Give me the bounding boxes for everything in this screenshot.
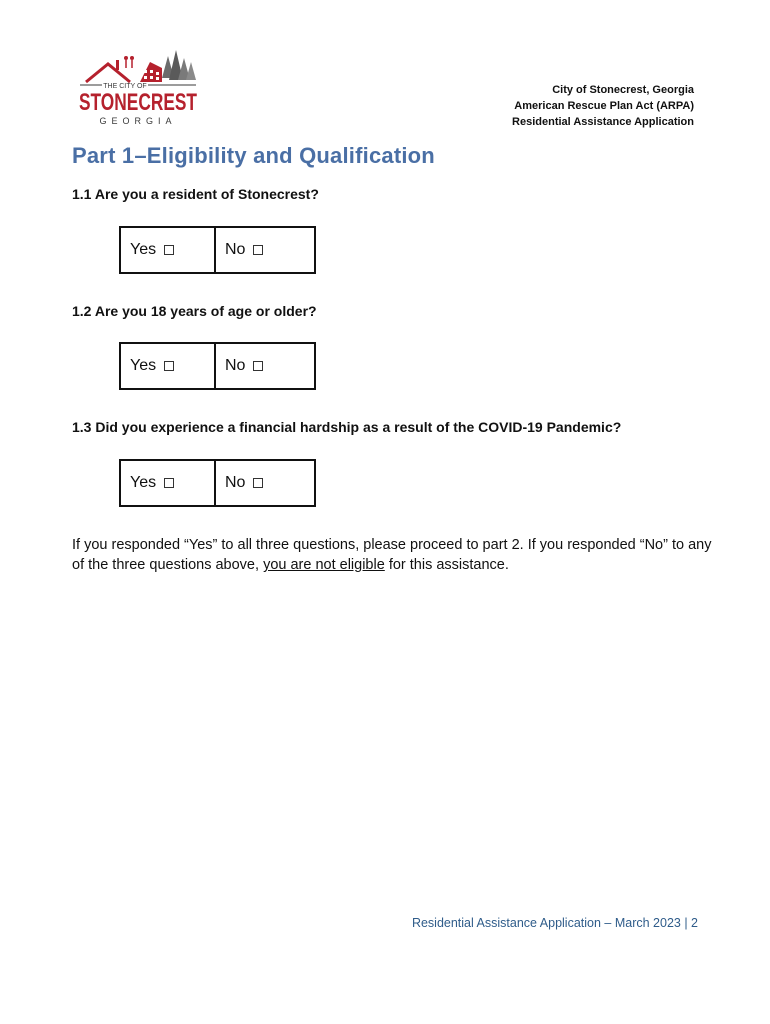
header-city: City of Stonecrest, Georgia (552, 84, 694, 96)
question-1-3-yes-cell (121, 461, 216, 505)
header-application: Residential Assistance Application (512, 116, 694, 128)
question-1-2-yes-checkbox[interactable] (164, 361, 174, 371)
question-1-2-no-cell (216, 344, 314, 388)
question-1-3-no-cell (216, 461, 314, 505)
header-program: American Rescue Plan Act (ARPA) (514, 100, 694, 112)
question-1-3-yes-checkbox[interactable] (164, 478, 174, 488)
question-1-2-yes-cell (121, 344, 216, 388)
question-1-1-no-cell (216, 228, 314, 272)
stonecrest-logo-graphic (78, 48, 200, 128)
yes-label: Yes (130, 357, 157, 374)
yes-label: Yes (130, 241, 157, 258)
part-title: Part 1–Eligibility and Qualification (72, 143, 435, 168)
question-1-3-answer-table (119, 459, 316, 507)
no-label: No (225, 357, 246, 374)
instructions-text-end: for this assistance. (384, 557, 509, 573)
logo-small-text: THE CITY OF (103, 83, 147, 90)
yes-label: Yes (130, 474, 157, 491)
city-logo (78, 48, 200, 128)
logo-sub-text: GEORGIA (99, 116, 177, 126)
question-1-3: 1.3 Did you experience a financial hardship as a result of the COVID-19 Pandemic? (72, 419, 622, 435)
question-1-1-yes-checkbox[interactable] (164, 245, 174, 255)
question-1-2: 1.2 Are you 18 years of age or older? (72, 303, 317, 319)
question-1-1-no-checkbox[interactable] (253, 245, 263, 255)
question-1-2-answer-table (119, 342, 316, 390)
question-1-1-yes-cell (121, 228, 216, 272)
document-header (512, 82, 694, 130)
eligibility-instructions (72, 535, 712, 575)
question-1-3-no-checkbox[interactable] (253, 478, 263, 488)
question-1-1: 1.1 Are you a resident of Stonecrest? (72, 186, 319, 202)
page-footer: Residential Assistance Application – March 2023 | 2 (411, 916, 698, 930)
no-label: No (225, 241, 246, 258)
logo-main-text: STONECREST (79, 89, 198, 116)
question-1-2-no-checkbox[interactable] (253, 361, 263, 371)
not-eligible-text: you are not eligible (263, 557, 385, 573)
instructions-text: If you responded “Yes” to all three questions, please proceed to part 2. If you responded “No” to any of the three questions above, (72, 537, 712, 573)
question-1-1-answer-table (119, 226, 316, 274)
no-label: No (225, 474, 246, 491)
